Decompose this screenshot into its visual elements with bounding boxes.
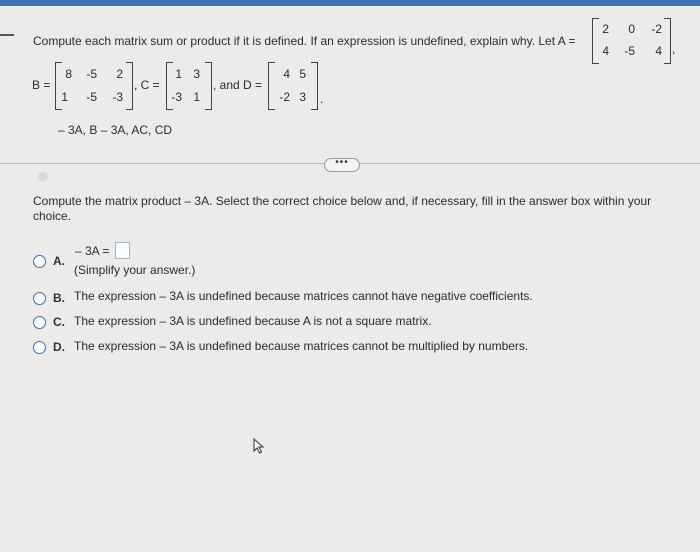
matrix-a-cell: 4: [602, 44, 609, 58]
matrix-b-right-bracket: [126, 62, 133, 110]
option-a-equation: – 3A =: [75, 244, 110, 258]
matrix-d-cell: -2: [279, 90, 290, 104]
matrix-b-cell: -5: [86, 90, 97, 104]
matrix-d-right-bracket: [311, 62, 318, 110]
matrix-d-cell: 4: [283, 67, 290, 81]
matrix-b-label: B =: [32, 78, 51, 92]
option-c-text[interactable]: The expression – 3A is undefined because A is not a square matrix.: [74, 314, 432, 328]
mouse-pointer-icon: [253, 438, 265, 454]
matrix-c-label: , C =: [134, 78, 160, 92]
matrix-a-cell: 4: [655, 44, 662, 58]
matrix-d-label: , and D =: [213, 78, 263, 92]
matrix-c-cell: 1: [193, 90, 200, 104]
faint-circle-icon: [38, 172, 48, 182]
matrix-a-cell: -2: [651, 22, 662, 36]
matrix-a-cell: -5: [624, 44, 635, 58]
option-b-text[interactable]: The expression – 3A is undefined because matrices cannot have negative coefficients.: [74, 289, 533, 303]
option-b-label[interactable]: B.: [53, 291, 65, 305]
matrix-b-cell: -5: [86, 67, 97, 81]
option-d-label[interactable]: D.: [53, 340, 65, 354]
option-a-hint: (Simplify your answer.): [74, 263, 196, 277]
matrix-c-cell: -3: [171, 90, 182, 104]
matrix-d-cell: 3: [299, 90, 306, 104]
matrix-b-cell: 2: [116, 67, 123, 81]
matrix-b-cell: -3: [112, 90, 123, 104]
top-accent-bar: [0, 0, 700, 6]
option-a-label[interactable]: A.: [53, 254, 65, 268]
matrix-d-trailing-period: .: [320, 92, 324, 106]
option-c-label[interactable]: C.: [53, 315, 65, 329]
matrix-d-cell: 5: [299, 67, 306, 81]
more-button[interactable]: •••: [324, 158, 360, 172]
matrix-b-cell: 8: [65, 67, 72, 81]
matrix-a-cell: 2: [602, 22, 609, 36]
matrix-a-trailing-comma: ,: [672, 42, 676, 56]
answer-input-box[interactable]: [115, 242, 130, 259]
matrix-a-cell: 0: [628, 22, 635, 36]
matrix-b-cell: 1: [61, 90, 68, 104]
matrix-c-cell: 1: [175, 67, 182, 81]
dash-marker: [0, 34, 14, 36]
option-c-radio[interactable]: [33, 316, 46, 329]
problem-prompt: Compute each matrix sum or product if it is defined. If an expression is undefined, explain why. Let A =: [33, 34, 576, 48]
matrix-c-cell: 3: [193, 67, 200, 81]
option-a-radio[interactable]: [33, 255, 46, 268]
option-d-radio[interactable]: [33, 341, 46, 354]
option-b-radio[interactable]: [33, 292, 46, 305]
matrix-a-right-bracket: [664, 18, 671, 64]
question-instruction: Compute the matrix product – 3A. Select the correct choice below and, if necessary, fill in the answer box within your choice.: [33, 194, 652, 223]
option-d-text[interactable]: The expression – 3A is undefined because matrices cannot be multiplied by numbers.: [74, 339, 529, 353]
matrix-c-right-bracket: [205, 62, 212, 110]
expressions-list: – 3A, B – 3A, AC, CD: [58, 123, 173, 137]
